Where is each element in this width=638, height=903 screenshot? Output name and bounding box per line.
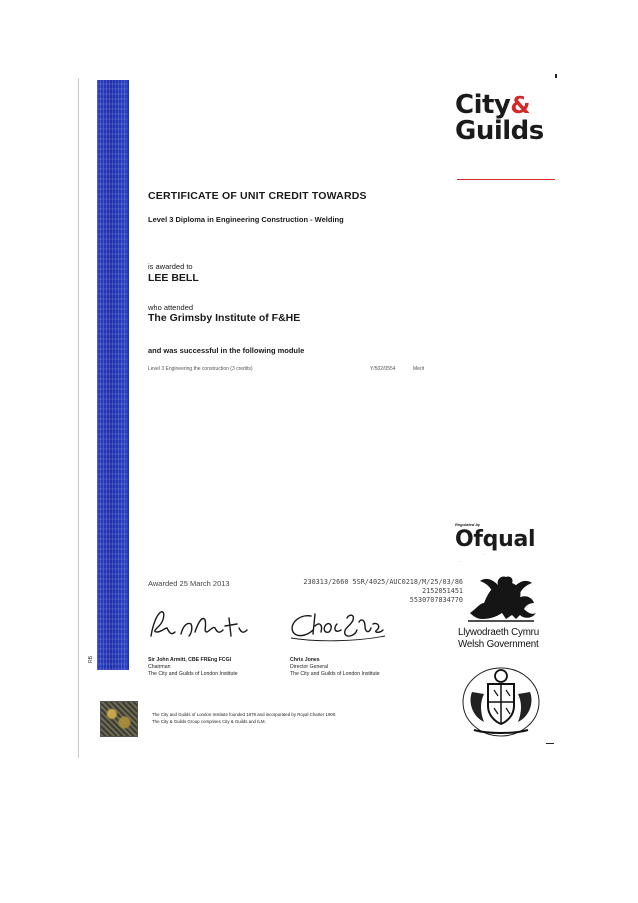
successful-label: and was successful in the following module: [148, 346, 305, 355]
director-details: [290, 657, 380, 678]
awarded-to-label: is awarded to: [148, 262, 193, 271]
footer-text: [152, 711, 337, 725]
awarded-date: Awarded 25 March 2013: [148, 579, 230, 588]
reference-line: 230313/2660 5SR/4025/AUC0218/M/25/03/86: [303, 578, 463, 586]
security-hologram: [100, 701, 138, 737]
candidate-name: LEE BELL: [148, 272, 199, 284]
institution-name: The Grimsby Institute of F&HE: [148, 312, 301, 324]
director-org: The City and Guilds of London Institute: [290, 671, 380, 677]
scan-mark: [546, 743, 554, 744]
regulated-by-label: Regulated by: [455, 522, 481, 527]
ofqual-tagline-2: ...: [459, 559, 462, 563]
ofqual-logo: Ofqual: [455, 527, 536, 552]
chairman-org: The City and Guilds of London Institute: [148, 671, 238, 677]
welsh-dragon-icon: [462, 573, 540, 625]
side-stamp: RB: [88, 656, 94, 663]
module-code: Y/502/0554: [370, 366, 396, 372]
red-divider: [457, 179, 555, 180]
reference-line: 5530707834770: [409, 596, 463, 604]
certificate-security-band: [97, 80, 129, 670]
logo-guilds: Guilds: [455, 116, 544, 146]
reference-line: 2152051451: [422, 587, 463, 595]
director-name: Chris Jones: [290, 657, 320, 663]
logo-ampersand: &: [510, 93, 530, 119]
royal-coat-of-arms-icon: [458, 662, 544, 740]
welsh-government-english: Welsh Government: [458, 639, 539, 650]
certificate-title: CERTIFICATE OF UNIT CREDIT TOWARDS: [148, 190, 367, 202]
logo-city: City: [455, 90, 511, 120]
scan-mark: [555, 74, 557, 78]
reference-numbers: [250, 578, 463, 605]
footer-line-2: The City & Guilds Group comprises City & Guilds and ILM.: [152, 719, 266, 724]
qualification-title: Level 3 Diploma in Engineering Construction - Welding: [148, 215, 344, 224]
city-and-guilds-logo: [455, 90, 565, 153]
chairman-name: Sir John Armitt, CBE FREng FCGI: [148, 657, 232, 663]
footer-line-1: The City and Guilds of London Institute founded 1878 and incorporated by Royal Charter 1900.: [152, 712, 337, 717]
scan-edge: [78, 78, 79, 758]
ofqual-tagline: ...: [482, 552, 485, 556]
attended-label: who attended: [148, 303, 194, 312]
chairman-signature: [147, 606, 267, 648]
module-grade: Merit: [413, 366, 425, 372]
welsh-government-welsh: Llywodraeth Cymru: [458, 627, 539, 638]
director-role: Director General: [290, 664, 329, 670]
module-title: Level 3 Engineering the construction (3 credits): [148, 366, 253, 372]
chairman-role: Chairman: [148, 664, 171, 670]
director-signature: [285, 606, 405, 648]
chairman-details: [148, 657, 238, 678]
